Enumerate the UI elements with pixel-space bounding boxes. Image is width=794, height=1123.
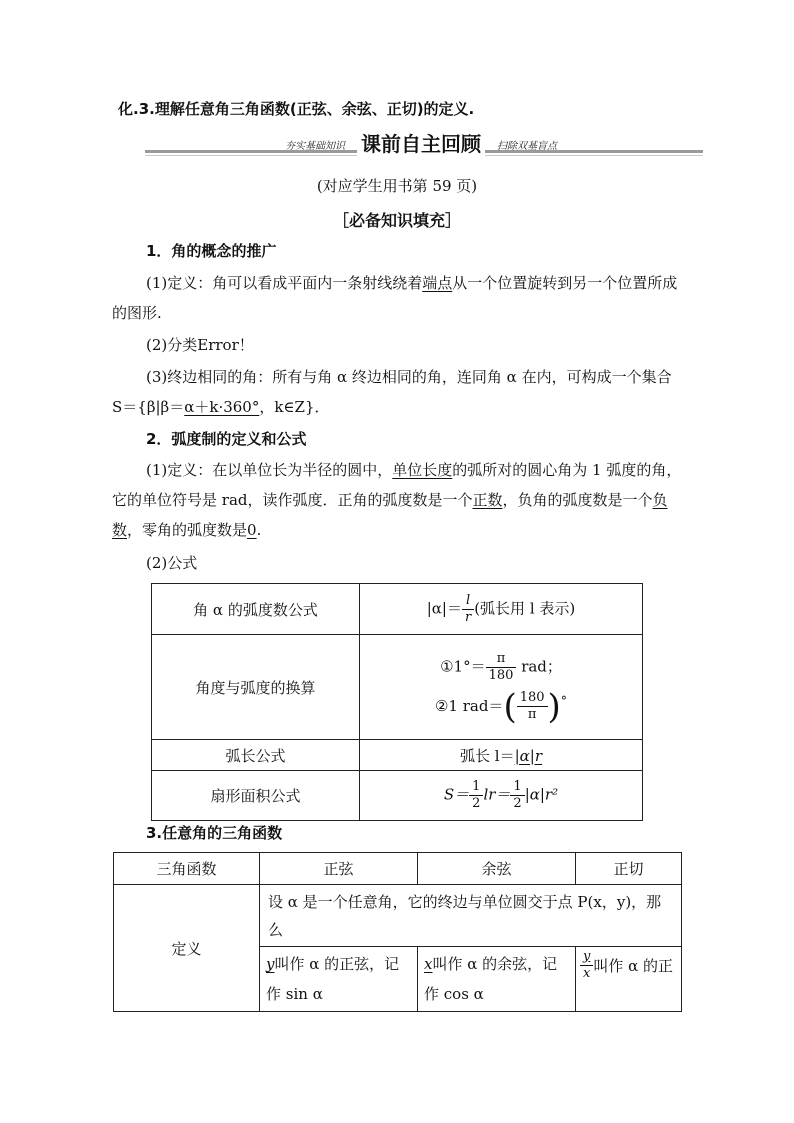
trig-cos-def: x叫作 α 的余弦，记作 cos α xyxy=(418,947,576,1012)
formula-radian: |α|＝ $\frac{l}{r}$ (弧长用 l 表示) xyxy=(360,584,643,635)
formula-label-radian: 角 α 的弧度数公式 xyxy=(152,584,360,635)
formula-conversion: ①1°＝ $\frac{\pi}{180}$ rad； ②1 rad＝( $\frac{180}{\pi}$ )° xyxy=(360,635,643,740)
s1-classification: (2)分类Error！ xyxy=(146,336,254,354)
banner-title: 课前自主回顾 xyxy=(357,128,485,157)
s2-definition: (1)定义：在以单位长为半径的圆中，单位长度的弧所对的圆心角为 1 弧度的角，它的单位符号是 rad，读作弧度．正角的弧度数是一个正数，负角的弧度数是一个负数，零角的弧度数是0. xyxy=(112,461,682,539)
blank-coterminal: α＋k·360° xyxy=(184,398,260,416)
book-reference: (对应学生用书第 59 页) xyxy=(316,177,478,195)
section-banner xyxy=(145,128,703,158)
trig-header-func: 三角函数 xyxy=(114,853,260,885)
trig-def-text: 设 α 是一个任意角，它的终边与单位圆交于点 P(x，y)，那么 xyxy=(260,885,682,947)
formula-label-sector: 扇形面积公式 xyxy=(152,771,360,821)
s1-coterminal: (3)终边相同的角：所有与角 α 终边相同的角，连同角 α 在内，可构成一个集合 S＝{β|β＝α＋k·360°，k∈Z}． xyxy=(112,368,672,416)
trig-tan-def: $\frac{y}{x}$ 叫作 α 的正 xyxy=(576,947,682,1012)
s2-heading: 2．弧度制的定义和公式 xyxy=(146,430,307,448)
section-title: ［必备知识填充］ xyxy=(332,211,461,230)
blank-endpoint: 端点 xyxy=(422,274,453,292)
trig-sin-def: y叫作 α 的正弦，记作 sin α xyxy=(260,947,418,1012)
trig-def-label: 定义 xyxy=(114,885,260,1012)
formula-label-conversion: 角度与弧度的换算 xyxy=(152,635,360,740)
s1-heading: 1．角的概念的推广 xyxy=(146,242,277,260)
s3-heading: 3.任意角的三角函数 xyxy=(146,824,283,842)
banner-left-caption: 夯实基础知识 xyxy=(285,141,345,152)
formula-table xyxy=(151,583,643,821)
s2-formula-label: (2)公式 xyxy=(146,554,198,572)
trig-header-tan: 正切 xyxy=(576,853,682,885)
trig-header-sin: 正弦 xyxy=(260,853,418,885)
trig-header-cos: 余弦 xyxy=(418,853,576,885)
s1-definition: (1)定义：角可以看成平面内一条射线绕着端点从一个位置旋转到另一个位置所成的图形. xyxy=(112,274,678,322)
banner-right-caption: 扫除双基盲点 xyxy=(497,141,557,152)
formula-label-arc: 弧长公式 xyxy=(152,740,360,771)
objective-line: 化.3.理解任意角三角函数(正弦、余弦、正切)的定义. xyxy=(118,100,475,118)
trig-table xyxy=(113,852,682,1012)
formula-sector: S＝ $\frac{1}{2}$ lr＝ $\frac{1}{2}$ |α|r² xyxy=(360,771,643,821)
formula-arc: 弧长 l＝|α|r xyxy=(360,740,643,771)
